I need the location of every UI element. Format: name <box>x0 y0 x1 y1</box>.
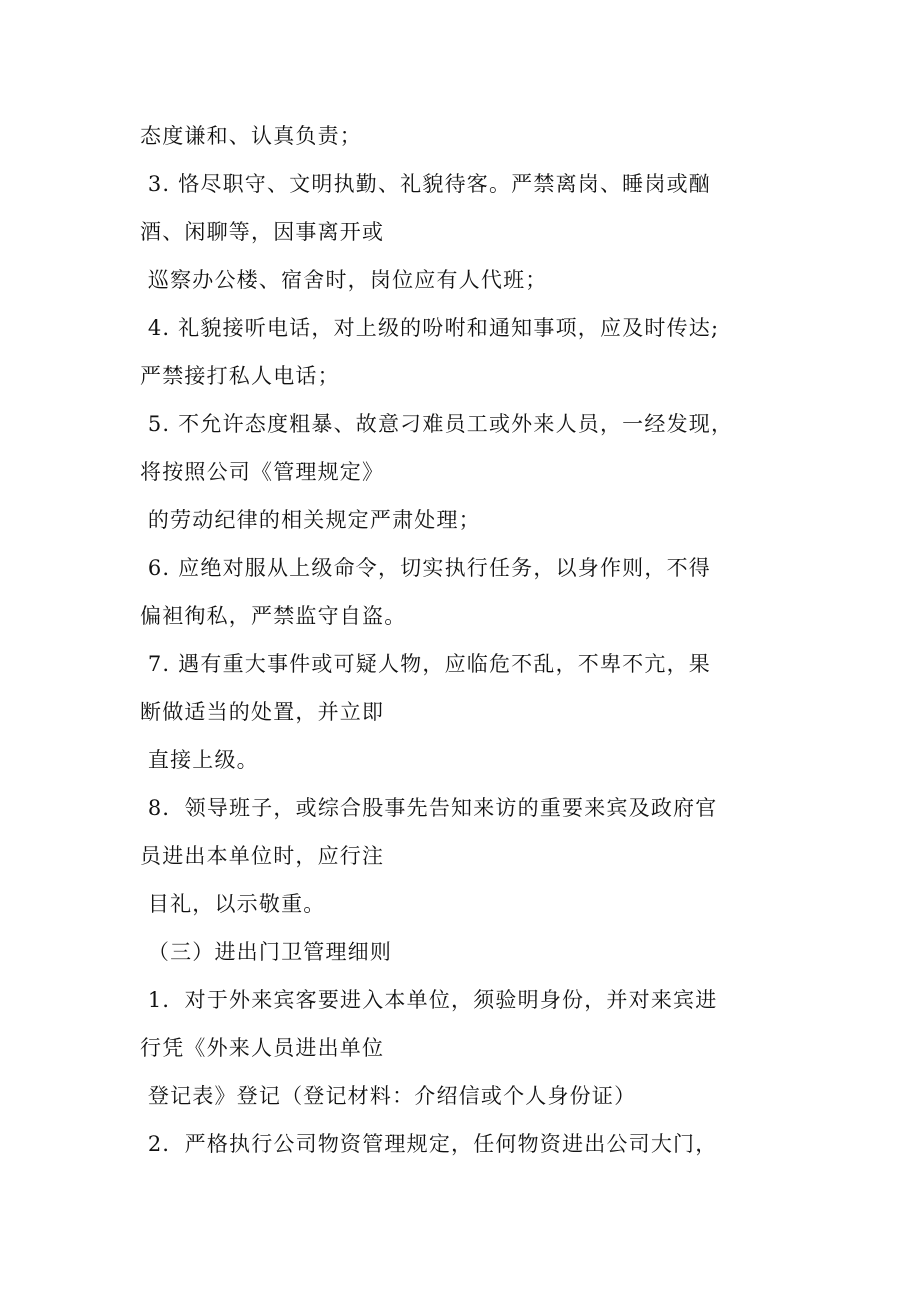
text-line: 偏袒徇私，严禁监守自盗。 <box>140 604 407 628</box>
text-line: 目礼，以示敬重。 <box>140 892 326 916</box>
text-line: 的劳动纪律的相关规定严肃处理； <box>140 508 481 532</box>
section-heading: （三）进出门卫管理细则 <box>140 940 393 964</box>
text-line: 登记表》登记（登记材料：介绍信或个人身份证） <box>140 1084 637 1108</box>
text-line: 酒、闲聊等，因事离开或 <box>140 220 385 244</box>
text-line: 4. 礼貌接听电话，对上级的吩咐和通知事项，应及时传达; <box>140 316 720 340</box>
text-line: 5. 不允许态度粗暴、故意刁难员工或外来人员，一经发现， <box>140 412 734 436</box>
text-line: 员进出本单位时，应行注 <box>140 844 385 868</box>
text-line: 严禁接打私人电话； <box>140 364 340 388</box>
text-line: 态度谦和、认真负责； <box>140 124 362 148</box>
text-line: 8．领导班子，或综合股事先告知来访的重要来宾及政府官 <box>140 796 718 820</box>
text-line: 断做适当的处置，并立即 <box>140 700 385 724</box>
text-line: 直接上级。 <box>140 748 259 772</box>
text-line: 6. 应绝对服从上级命令，切实执行任务，以身作则，不得 <box>140 556 711 580</box>
text-line: 2．严格执行公司物资管理规定，任何物资进出公司大门， <box>140 1132 718 1156</box>
text-line: 巡察办公楼、宿舍时，岗位应有人代班； <box>140 268 548 292</box>
text-line: 1．对于外来宾客要进入本单位，须验明身份，并对来宾进 <box>140 988 718 1012</box>
text-line: 行凭《外来人员进出单位 <box>140 1036 385 1060</box>
text-line: 7. 遇有重大事件或可疑人物，应临危不乱，不卑不亢，果 <box>140 652 711 676</box>
text-line: 3. 恪尽职守、文明执勤、礼貌待客。严禁离岗、睡岗或酗 <box>140 172 711 196</box>
text-line: 将按照公司《管理规定》 <box>140 460 385 484</box>
